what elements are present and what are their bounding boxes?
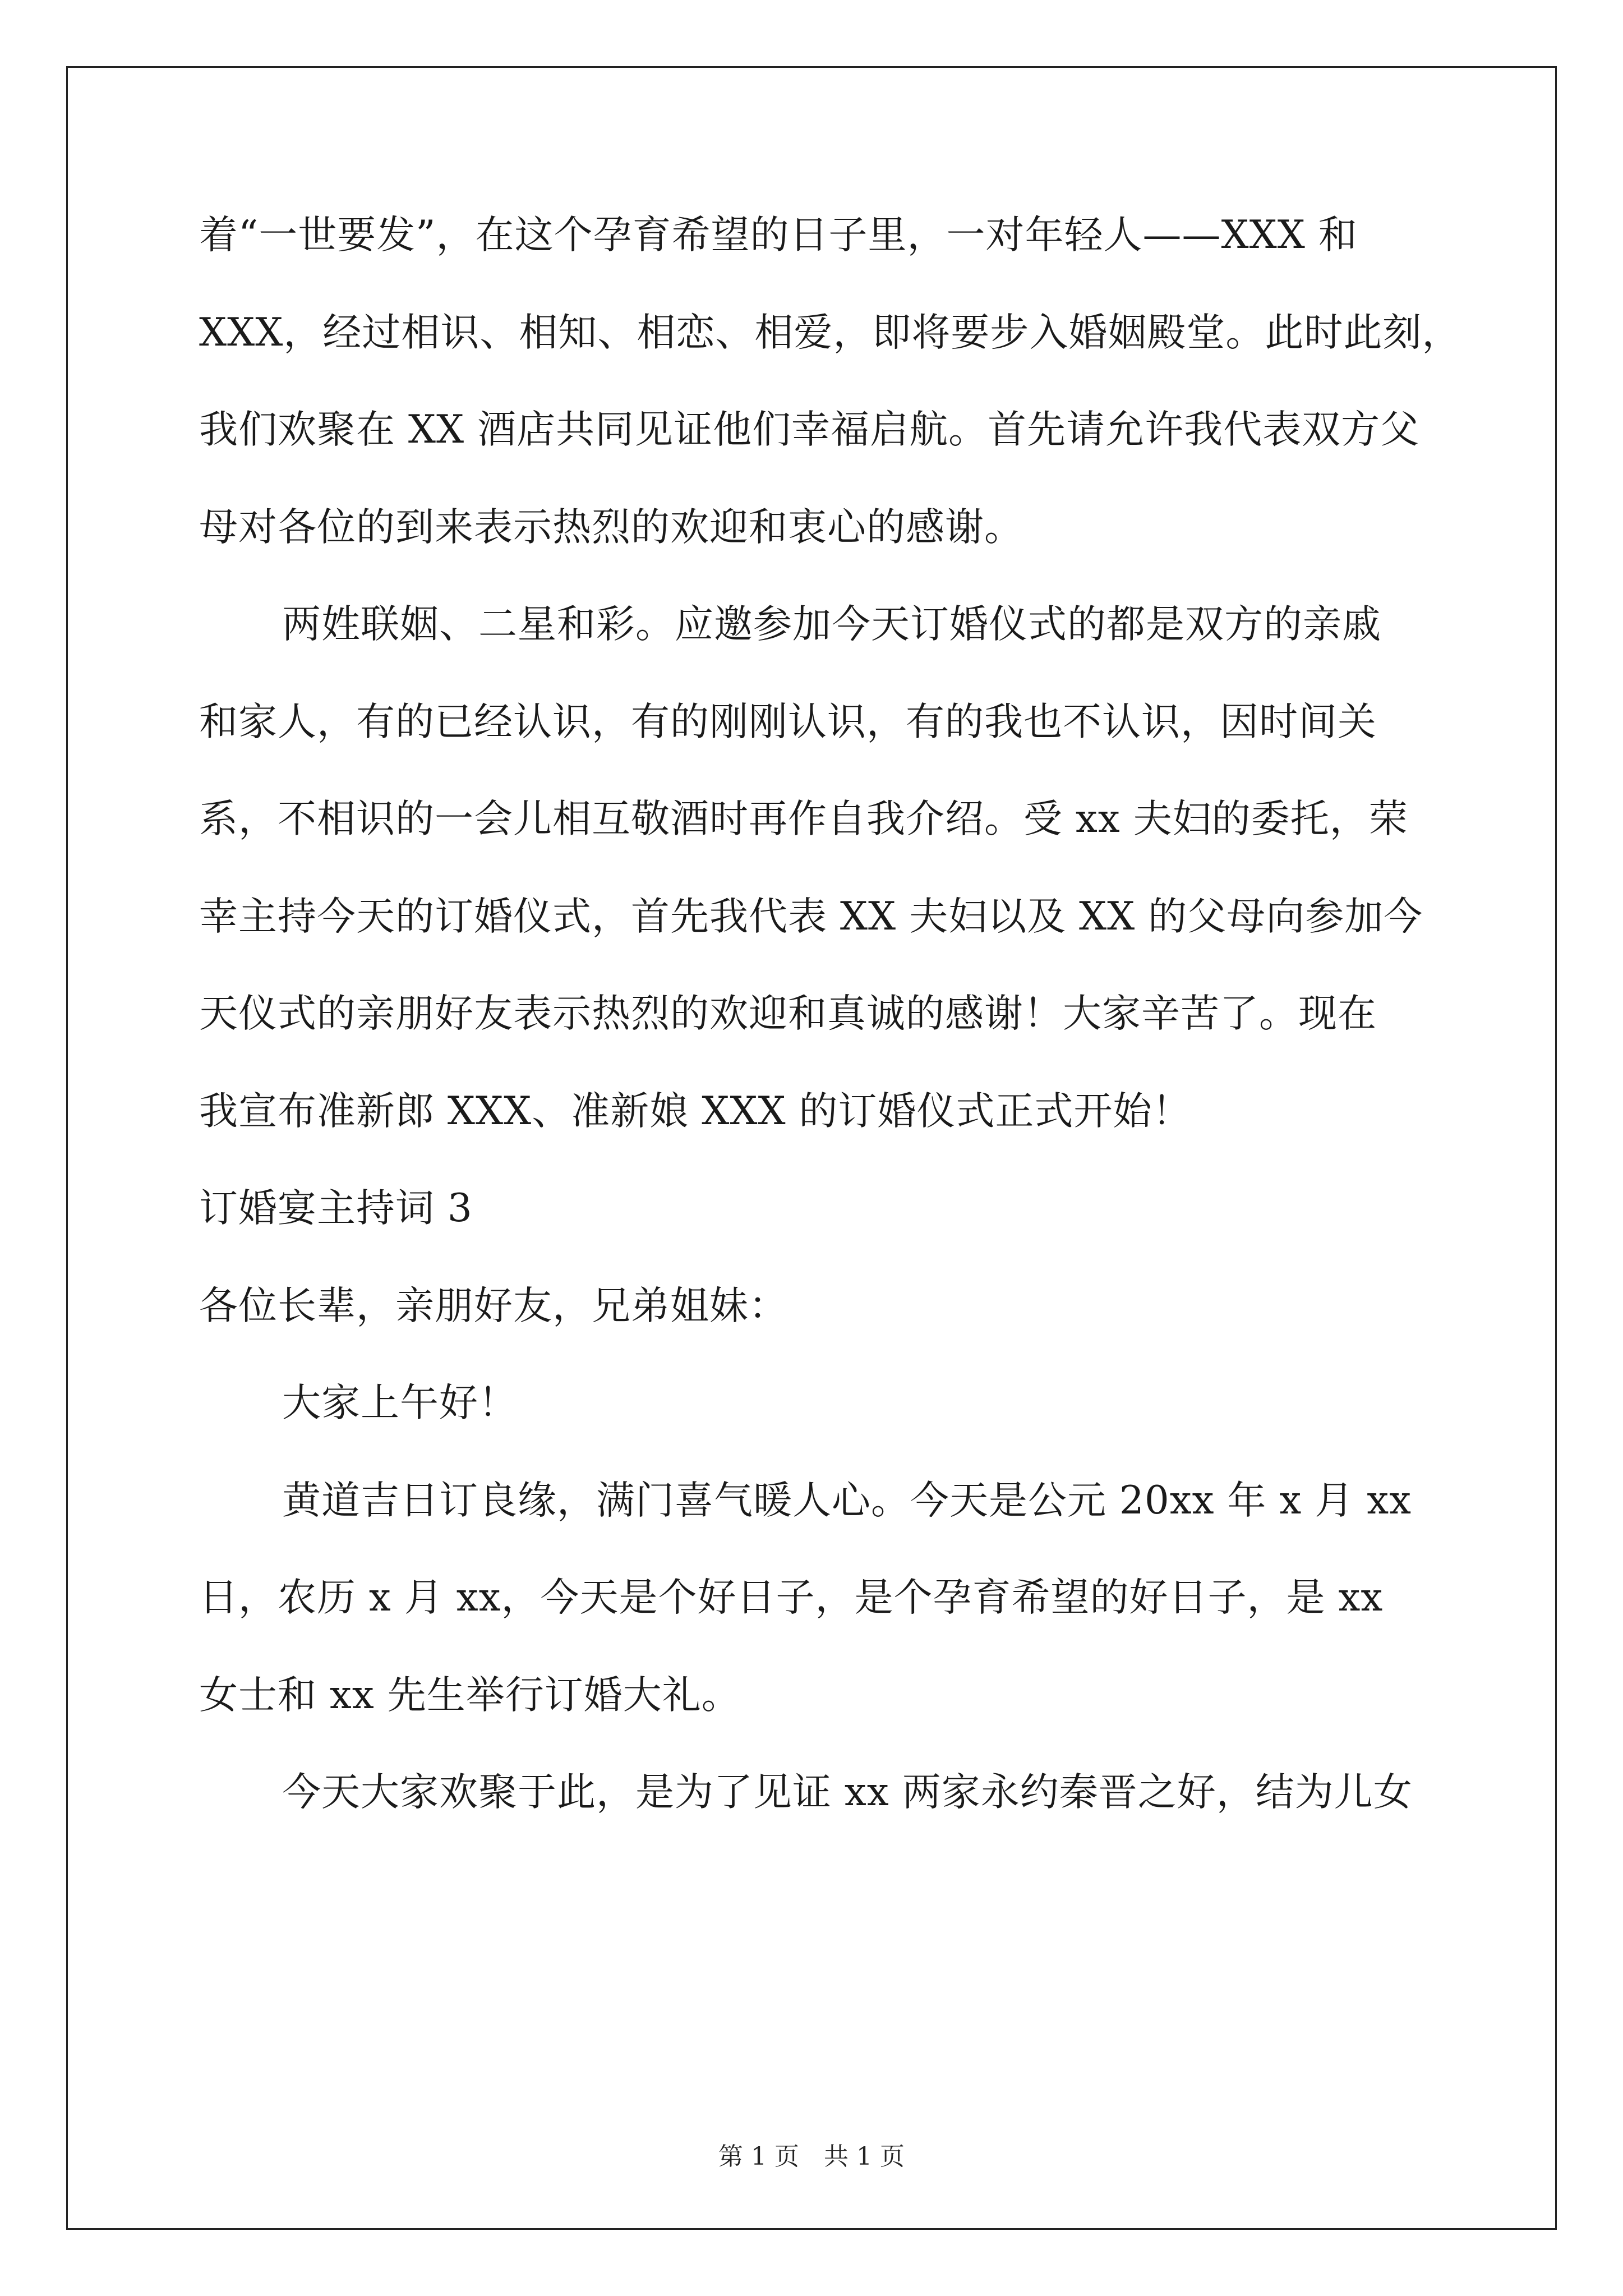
paragraph-line: 我们欢聚在 XX 酒店共同见证他们幸福启航。首先请允许我代表双方父 bbox=[199, 407, 1420, 452]
section-heading: 订婚宴主持词 3 bbox=[199, 1186, 473, 1231]
paragraph-line: 天仪式的亲朋好友表示热烈的欢迎和真诚的感谢！大家辛苦了。现在 bbox=[199, 991, 1377, 1036]
greeting: 大家上午好！ bbox=[282, 1381, 518, 1425]
paragraph-line: 幸主持今天的订婚仪式，首先我代表 XX 夫妇以及 XX 的父母向参加今 bbox=[199, 894, 1423, 939]
paragraph-line: 系，不相识的一会儿相互敬酒时再作自我介绍。受 xx 夫妇的委托，荣 bbox=[199, 797, 1408, 841]
paragraph-line: XXX，经过相识、相知、相恋、相爱，即将要步入婚姻殿堂。此时此刻， bbox=[199, 310, 1461, 355]
paragraph-line: 母对各位的到来表示热烈的欢迎和衷心的感谢。 bbox=[199, 504, 1023, 550]
paragraph-line: 我宣布准新郎 XXX、准新娘 XXX 的订婚仪式正式开始！ bbox=[199, 1088, 1192, 1134]
paragraph-line: 女士和 xx 先生举行订婚大礼。 bbox=[199, 1672, 741, 1718]
page-footer: 第 1 页 共 1 页 bbox=[718, 2142, 905, 2171]
paragraph-line: 今天大家欢聚于此，是为了见证 xx 两家永约秦晋之好，结为儿女 bbox=[282, 1770, 1413, 1815]
paragraph-line: 着“一世要发”，在这个孕育希望的日子里，一对年轻人——XXX 和 bbox=[199, 213, 1358, 257]
salutation: 各位长辈，亲朋好友，兄弟姐妹： bbox=[199, 1283, 788, 1328]
document-body bbox=[199, 213, 1483, 1871]
paragraph-line: 两姓联姻、二星和彩。应邀参加今天订婚仪式的都是双方的亲戚 bbox=[282, 602, 1381, 647]
paragraph-line: 黄道吉日订良缘，满门喜气暖人心。今天是公元 20xx 年 x 月 xx bbox=[282, 1478, 1412, 1523]
paragraph-line: 和家人，有的已经认识，有的刚刚认识，有的我也不认识，因时间关 bbox=[199, 699, 1377, 744]
paragraph-line: 日，农历 x 月 xx，今天是个好日子，是个孕育希望的好日子，是 xx bbox=[199, 1575, 1384, 1620]
